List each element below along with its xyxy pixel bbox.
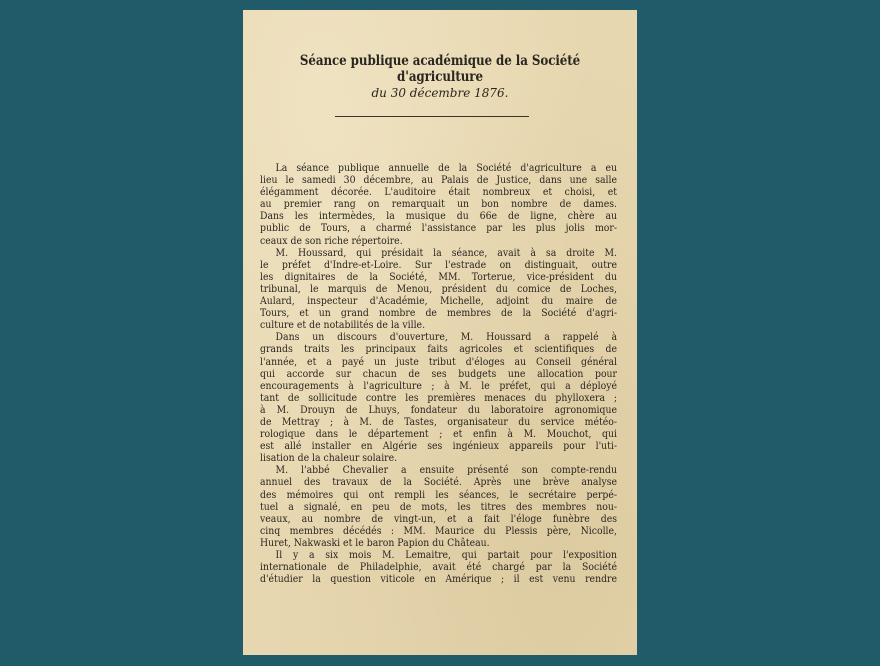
text-line: Dans les intermèdes, la musique du 66e de ligne, chère au [260, 211, 618, 223]
text-line: tant de sollicitude contre les premières menaces du phylloxera ; [260, 392, 618, 404]
text-line: encouragements à l'agriculture ; à M. le préfet, qui a déployé [260, 380, 618, 392]
text-line: Aulard, inspecteur d'Académie, Michelle, adjoint du maire de [260, 296, 618, 308]
text-line: lieu le samedi 30 décembre, au Palais de Justice, dans une salle [260, 175, 618, 187]
text-line: cinq membres décédés : MM. Maurice du Plessis père, Nicolle, [260, 525, 618, 537]
text-line: veaux, au nombre de vingt-un, et a fait l'éloge funèbre des [260, 513, 618, 525]
text-line: ceaux de son riche répertoire. [260, 235, 403, 247]
text-line: La séance publique annuelle de la Société d'agriculture a eu [275, 163, 618, 174]
text-line: M. Houssard, qui présidait la séance, avait à sa droite M. [275, 247, 618, 259]
text-line: de Mettray ; à M. de Tastes, organisateur du service météo- [260, 416, 618, 428]
text-line: internationale de Philadelphie, avait été chargé par la Société [260, 562, 618, 574]
text-line: Huret, Nakwaski et le baron Papion du Château. [260, 537, 490, 549]
text-line: les dignitaires de la Société, MM. Torterue, vice-président du [260, 271, 618, 283]
paragraph [260, 332, 617, 465]
document-title: Séance publique académique de la Société d'agriculture [299, 53, 581, 85]
text-line: culture et de notabilités de la ville. [260, 320, 426, 332]
text-line: tribunal, le marquis de Menou, président du comice de Loches, [260, 283, 618, 295]
text-line: Dans un discours d'ouverture, M. Houssard a rappelé à [275, 332, 618, 344]
text-line: au premier rang on remarquait un bon nombre de dames. [260, 199, 618, 211]
text-line: à M. Drouyn de Lhuys, fondateur du laboratoire agronomique [260, 404, 618, 416]
title-divider [335, 116, 529, 117]
text-line: est allé installer en Algérie ses ingénieux appareils pour l'uti- [260, 441, 618, 453]
paragraph [260, 465, 617, 550]
text-line: annuel des travaux de la Société. Après une brève analyse [260, 477, 618, 489]
text-line: tuel a signalé, en peu de mots, les titres des membres nou- [260, 501, 618, 513]
text-line: qui accorde sur chacun de ses budgets une allocation pour [260, 368, 618, 380]
text-line: Tours, et un grand nombre de membres de la Société d'agri- [260, 308, 618, 320]
text-line: lisation de la chaleur solaire. [260, 453, 398, 465]
text-line: Il y a six mois M. Lemaitre, qui partait pour l'exposition [275, 550, 618, 561]
text-line: le préfet d'Indre-et-Loire. Sur l'estrade on distinguait, outre [260, 259, 618, 271]
text-line: rologique dans le département ; et enfin à M. Mouchot, qui [260, 429, 618, 441]
paragraph [260, 163, 617, 248]
document-body [260, 163, 617, 586]
document-page [243, 10, 637, 655]
text-line: M. l'abbé Chevalier a ensuite présenté son compte-rendu [275, 465, 618, 477]
text-line: public de Tours, a charmé l'assistance par les plus jolis mor- [260, 223, 618, 235]
text-line: d'étudier la question viticole en Amérique ; il est venu rendre [260, 574, 618, 586]
text-line: élégamment décorée. L'auditoire était nombreux et choisi, et [260, 187, 618, 199]
text-line: des mémoires qui ont rempli les séances, le secrétaire perpé- [260, 489, 618, 501]
paragraph [260, 550, 617, 586]
text-line: grands traits les principaux faits agricoles et scientifiques de [260, 344, 618, 356]
document-subtitle: du 30 décembre 1876. [371, 86, 509, 100]
paragraph [260, 248, 617, 333]
text-line: l'année, et a payé un juste tribut d'éloges au Conseil général [260, 356, 618, 368]
